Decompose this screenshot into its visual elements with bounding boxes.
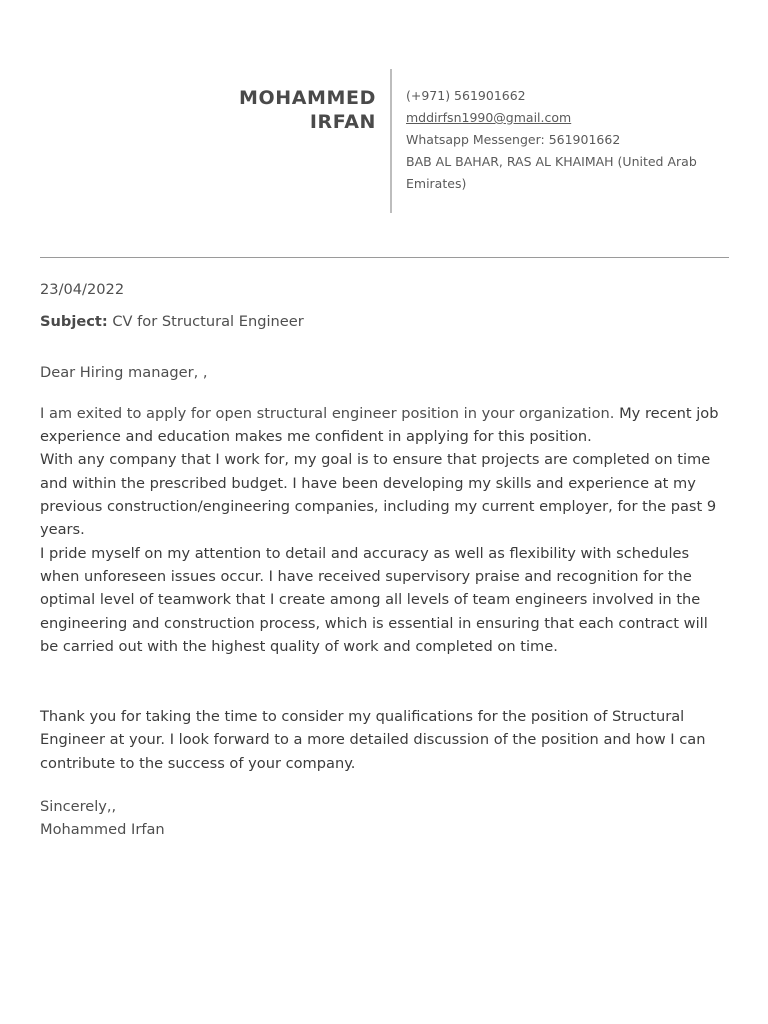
paragraph-1-intro: I am exited to apply for open structural engineer position in your organization.	[40, 404, 615, 422]
header-rule	[40, 257, 729, 258]
applicant-name	[76, 86, 376, 134]
paragraph-1-rest: My recent job experience and education makes me confident in applying for this position.	[40, 404, 719, 446]
header-divider	[390, 69, 392, 213]
letter-subject	[40, 310, 730, 333]
email-link[interactable]: mddirfsn1990@gmail.com	[406, 110, 572, 125]
paragraph-3: I pride myself on my attention to detail and accuracy as well as flexibility with schedules when unforeseen issues occur. I have received supervisory praise and recognition for the optimal level of teamwork that I create among all levels of team engineers involved in the engineering and construction process, which is essential in ensuring that each contract will be carried out with the highest quality of work and completed on time.	[40, 544, 708, 655]
subject-label: Subject:	[40, 313, 108, 331]
paragraph-2: With any company that I work for, my goal is to ensure that projects are completed on time and within the prescribed budget. I have been developing my skills and experience at my previous construction/engineering companies, including my current employer, for the past 9 years.	[40, 451, 717, 539]
contact-info	[406, 85, 706, 195]
paragraph-1	[40, 402, 730, 449]
letter-greeting: Dear Hiring manager, ,	[40, 363, 208, 381]
subject-text: CV for Structural Engineer	[112, 313, 304, 331]
phone-number: (+971) 561901662	[406, 88, 526, 103]
letter-body	[40, 278, 730, 842]
signature-name: Mohammed Irfan	[40, 821, 165, 839]
signoff: Sincerely,,	[40, 798, 117, 816]
address: BAB AL BAHAR, RAS AL KHAIMAH (United Arab Emirates)	[406, 154, 697, 191]
whatsapp-number: Whatsapp Messenger: 561901662	[406, 132, 621, 147]
letter-date: 23/04/2022	[40, 281, 125, 298]
applicant-first-name: MOHAMMED	[238, 87, 376, 109]
applicant-last-name: IRFAN	[309, 111, 376, 133]
closing-paragraph: Thank you for taking the time to consider my qualifications for the position of Structural Engineer at your. I look forward to a more detailed discussion of the position and how I can contribute to the success of your company.	[40, 708, 706, 772]
